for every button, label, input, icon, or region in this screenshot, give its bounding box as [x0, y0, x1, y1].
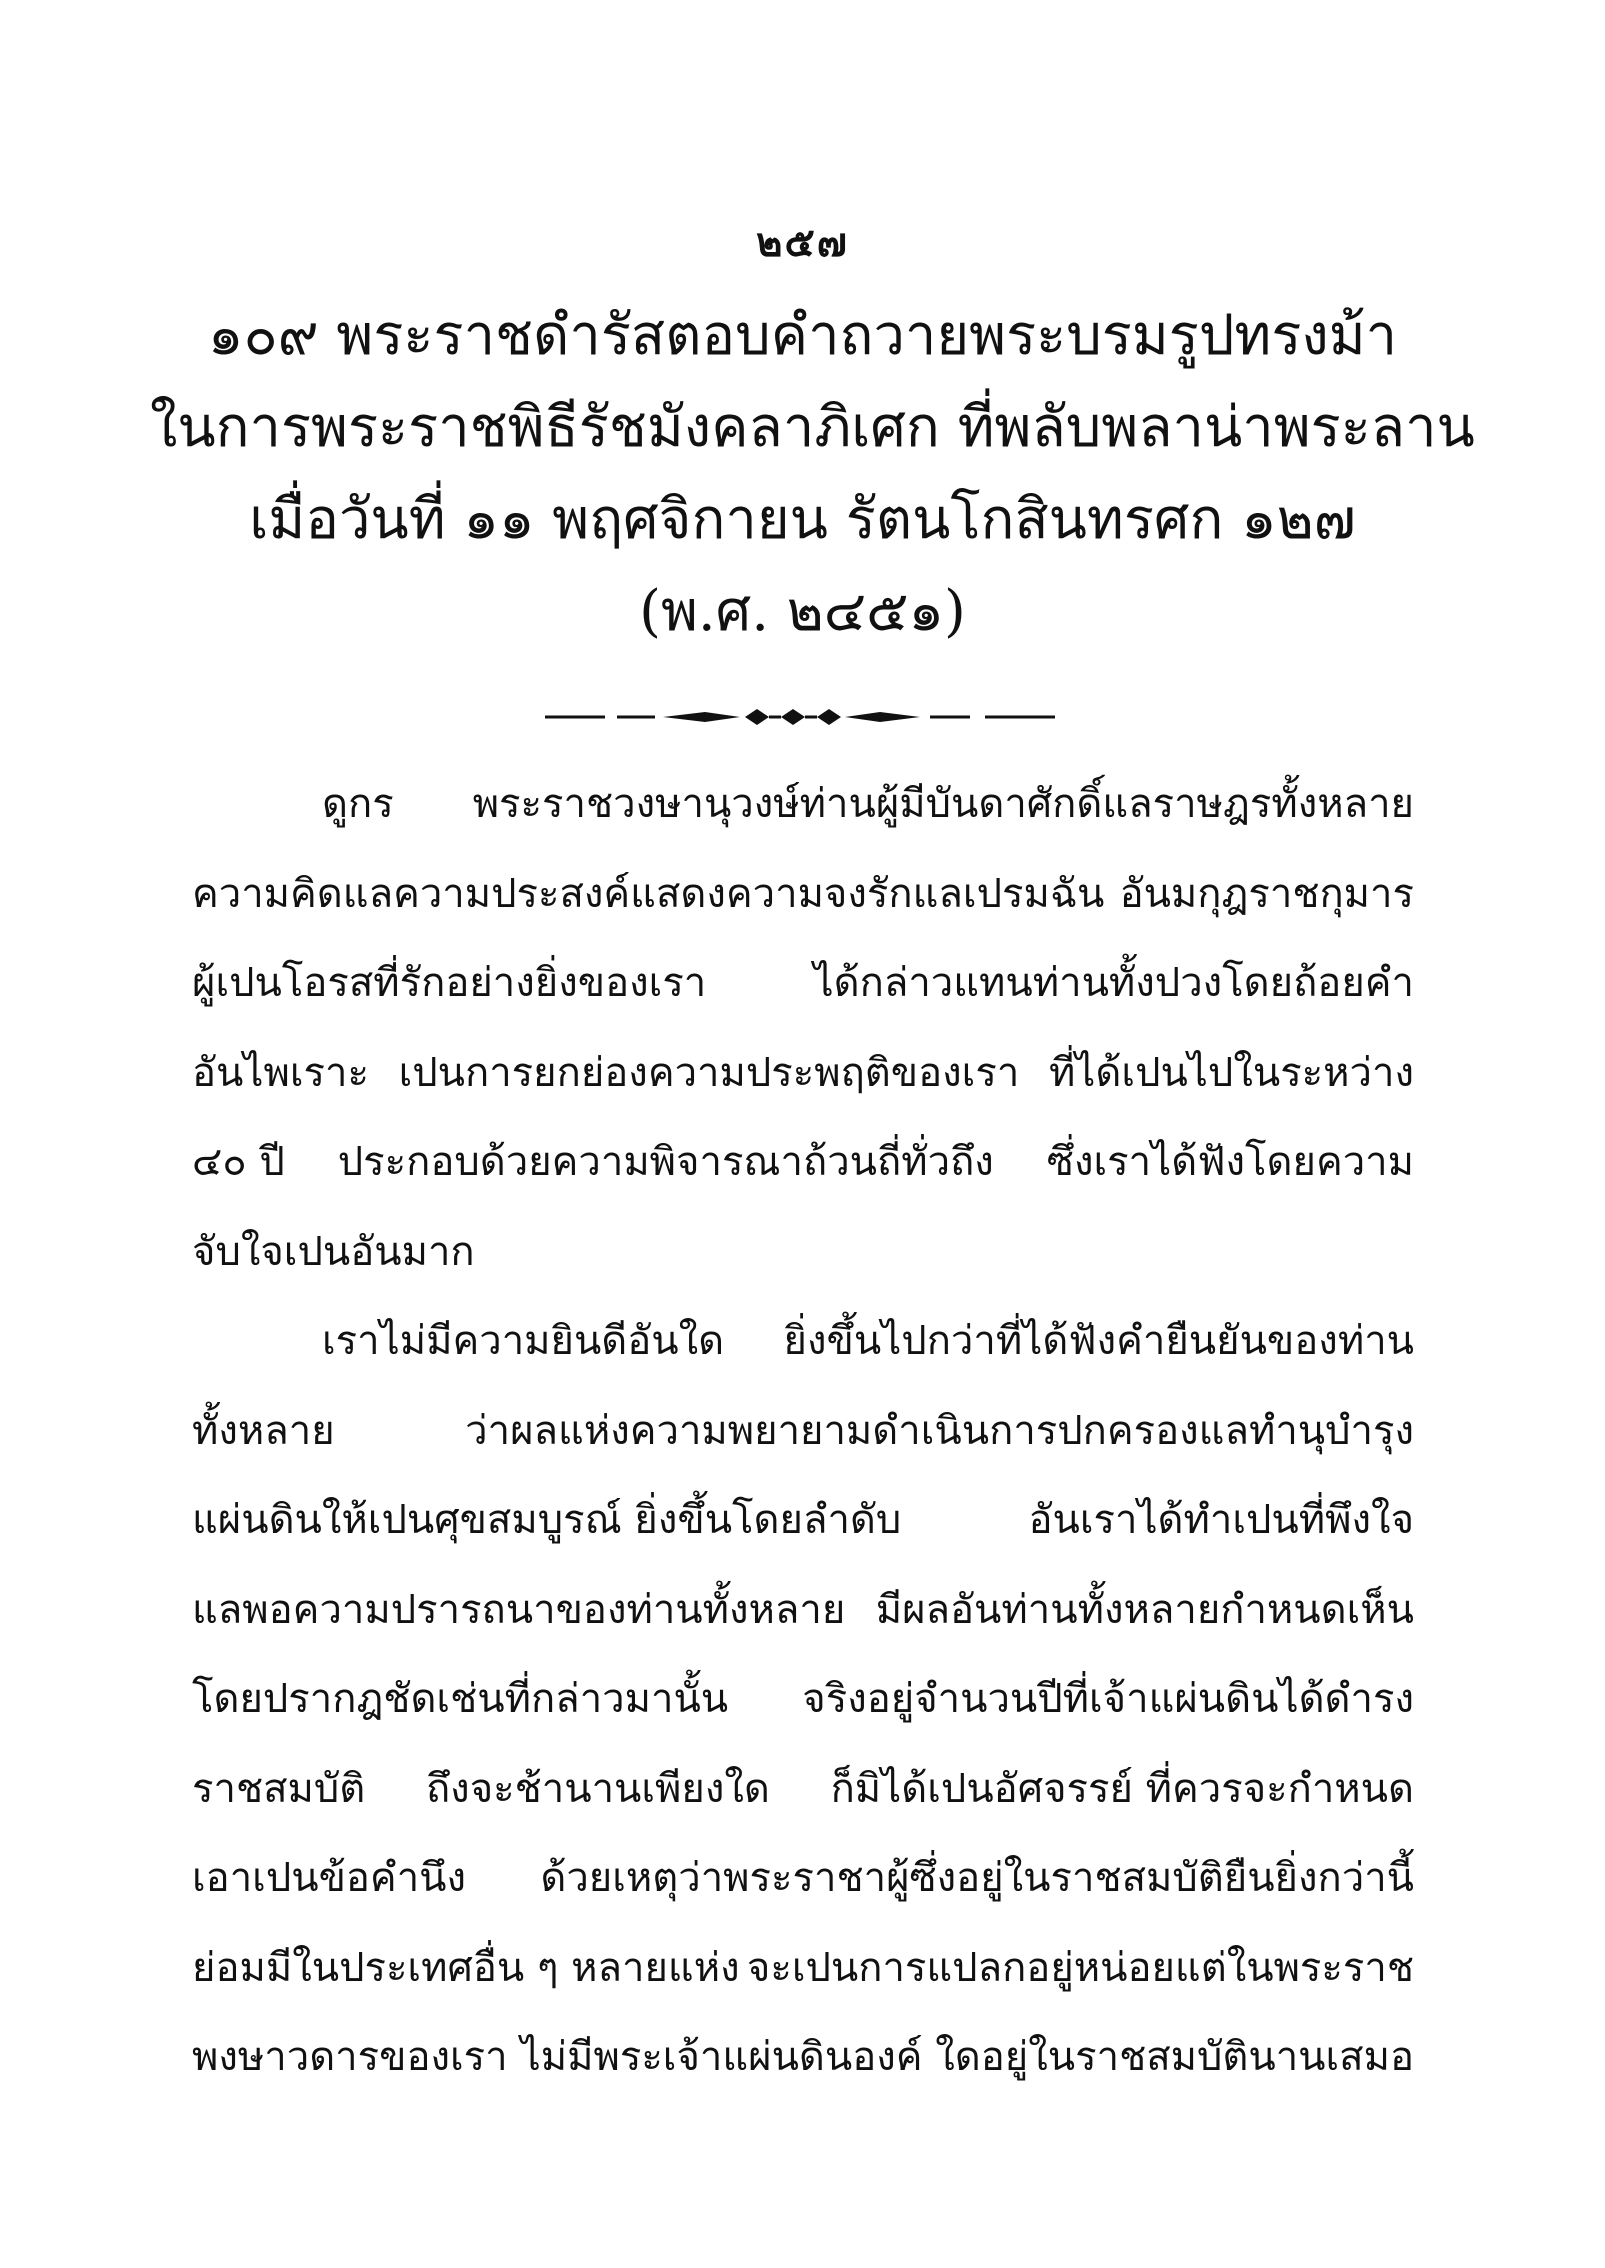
paragraph-line	[192, 2013, 1414, 2103]
paragraph-line	[192, 1029, 1414, 1119]
text-segment: ซึ่งเราได้ฟังโดยความ	[1046, 1139, 1414, 1185]
text-segment: ความคิดแลความประสงค์แสดงความจงรักแลเปรมฉัน	[192, 870, 1105, 917]
paragraph-line	[192, 760, 1414, 850]
text-segment: ย่อมมีในประเทศอื่น ๆ หลายแห่ง	[192, 1944, 740, 1991]
body-text	[192, 760, 1414, 2103]
text-segment: จะเปนการแปลกอยู่หน่อยแต่ในพระราช	[746, 1944, 1414, 1991]
text-segment: อันมกุฎราชกุมาร	[1119, 870, 1414, 917]
paragraph-line	[192, 850, 1414, 940]
paragraph-line	[192, 1297, 1414, 1387]
paragraph-line	[192, 1208, 1414, 1298]
text-segment: โดยปรากฎชัดเช่นที่กล่าวมานั้น	[192, 1676, 729, 1722]
paragraph-line	[192, 1387, 1414, 1477]
text-segment: ทั้งหลาย	[192, 1407, 335, 1454]
heading-year-line: (พ.ศ. ๒๔๕๑)	[639, 579, 966, 644]
text-segment: ว่าผลแห่งความพยายามดำเนินการปกครองแลทำนุบำรุง	[465, 1407, 1414, 1454]
text-segment: ราชสมบัติ	[192, 1765, 366, 1812]
page-number: ๒๕๗	[756, 219, 849, 266]
paragraph-line	[192, 939, 1414, 1029]
document-heading	[150, 290, 1475, 658]
paragraph-line	[192, 1476, 1414, 1566]
text-segment: เปนการยกย่องความประพฤติของเรา	[398, 1049, 1020, 1096]
text-segment: ได้กล่าวแทนท่านทั้งปวงโดยถ้อยคำ	[813, 960, 1414, 1006]
heading-line: เมื่อวันที่ ๑๑ พฤศจิกายน รัตนโกสินทรศก ๑๒๗	[249, 487, 1356, 552]
text-segment: เราไม่มีความยินดีอันใด	[322, 1318, 725, 1364]
text-segment: อันเราได้ทำเปนที่พึงใจ	[1028, 1497, 1414, 1543]
text-segment: พงษาวดารของเรา	[192, 2034, 508, 2080]
heading-line: ในการพระราชพิธีรัชมังคลาภิเศก ที่พลับพลาน่าพระลาน	[150, 395, 1475, 460]
text-segment: จับใจเปนอันมาก	[192, 1228, 475, 1275]
text-segment: ดูกร	[322, 781, 394, 827]
paragraph-line	[192, 1655, 1414, 1745]
text-segment: ก็มิได้เปนอัศจรรย์ ที่ควรจะกำหนด	[830, 1765, 1414, 1812]
text-segment: แผ่นดินให้เปนศุขสมบูรณ์ ยิ่งขึ้นโดยลำดับ	[192, 1497, 902, 1543]
text-segment: แลพอความปรารถนาของท่านทั้งหลาย	[192, 1586, 846, 1633]
text-segment: อันไพเราะ	[192, 1049, 369, 1096]
text-segment: ยิ่งขึ้นไปกว่าที่ได้ฟังคำยืนยันของท่าน	[783, 1318, 1414, 1364]
paragraph-line	[192, 1924, 1414, 2014]
text-segment: ด้วยเหตุว่าพระราชาผู้ซึ่งอยู่ในราชสมบัติยืนยิ่งกว่านี้	[540, 1855, 1414, 1901]
ornamental-divider	[545, 705, 1055, 729]
text-segment: ไม่มีพระเจ้าแผ่นดินองค์ ใดอยู่ในราชสมบัตินานเสมอ	[520, 2034, 1414, 2080]
text-segment: พระราชวงษานุวงษ์ท่านผู้มีบันดาศักดิ์แลราษฎรทั้งหลาย	[472, 781, 1414, 827]
text-segment: ผู้เปนโอรสที่รักอย่างยิ่งของเรา	[192, 960, 707, 1006]
paragraph-line	[192, 1834, 1414, 1924]
text-segment: มีผลอันท่านทั้งหลายกำหนดเห็น	[875, 1586, 1414, 1633]
text-segment: ถึงจะช้านานเพียงใด	[425, 1765, 770, 1812]
text-segment: ประกอบด้วยความพิจารณาถ้วนถี่ทั่วถึง	[337, 1139, 994, 1185]
paragraph-line	[192, 1566, 1414, 1656]
text-segment: เอาเปนข้อคำนึง	[192, 1855, 467, 1901]
text-segment: ๔๐ ปี	[192, 1139, 285, 1185]
text-segment: ที่ได้เปนไปในระหว่าง	[1048, 1049, 1414, 1096]
heading-line: ๑๐๙ พระราชดำรัสตอบคำถวายพระบรมรูปทรงม้า	[207, 303, 1398, 368]
paragraph-line	[192, 1745, 1414, 1835]
text-segment: จริงอยู่จำนวนปีที่เจ้าแผ่นดินได้ดำรง	[802, 1676, 1414, 1722]
paragraph-line	[192, 1118, 1414, 1208]
